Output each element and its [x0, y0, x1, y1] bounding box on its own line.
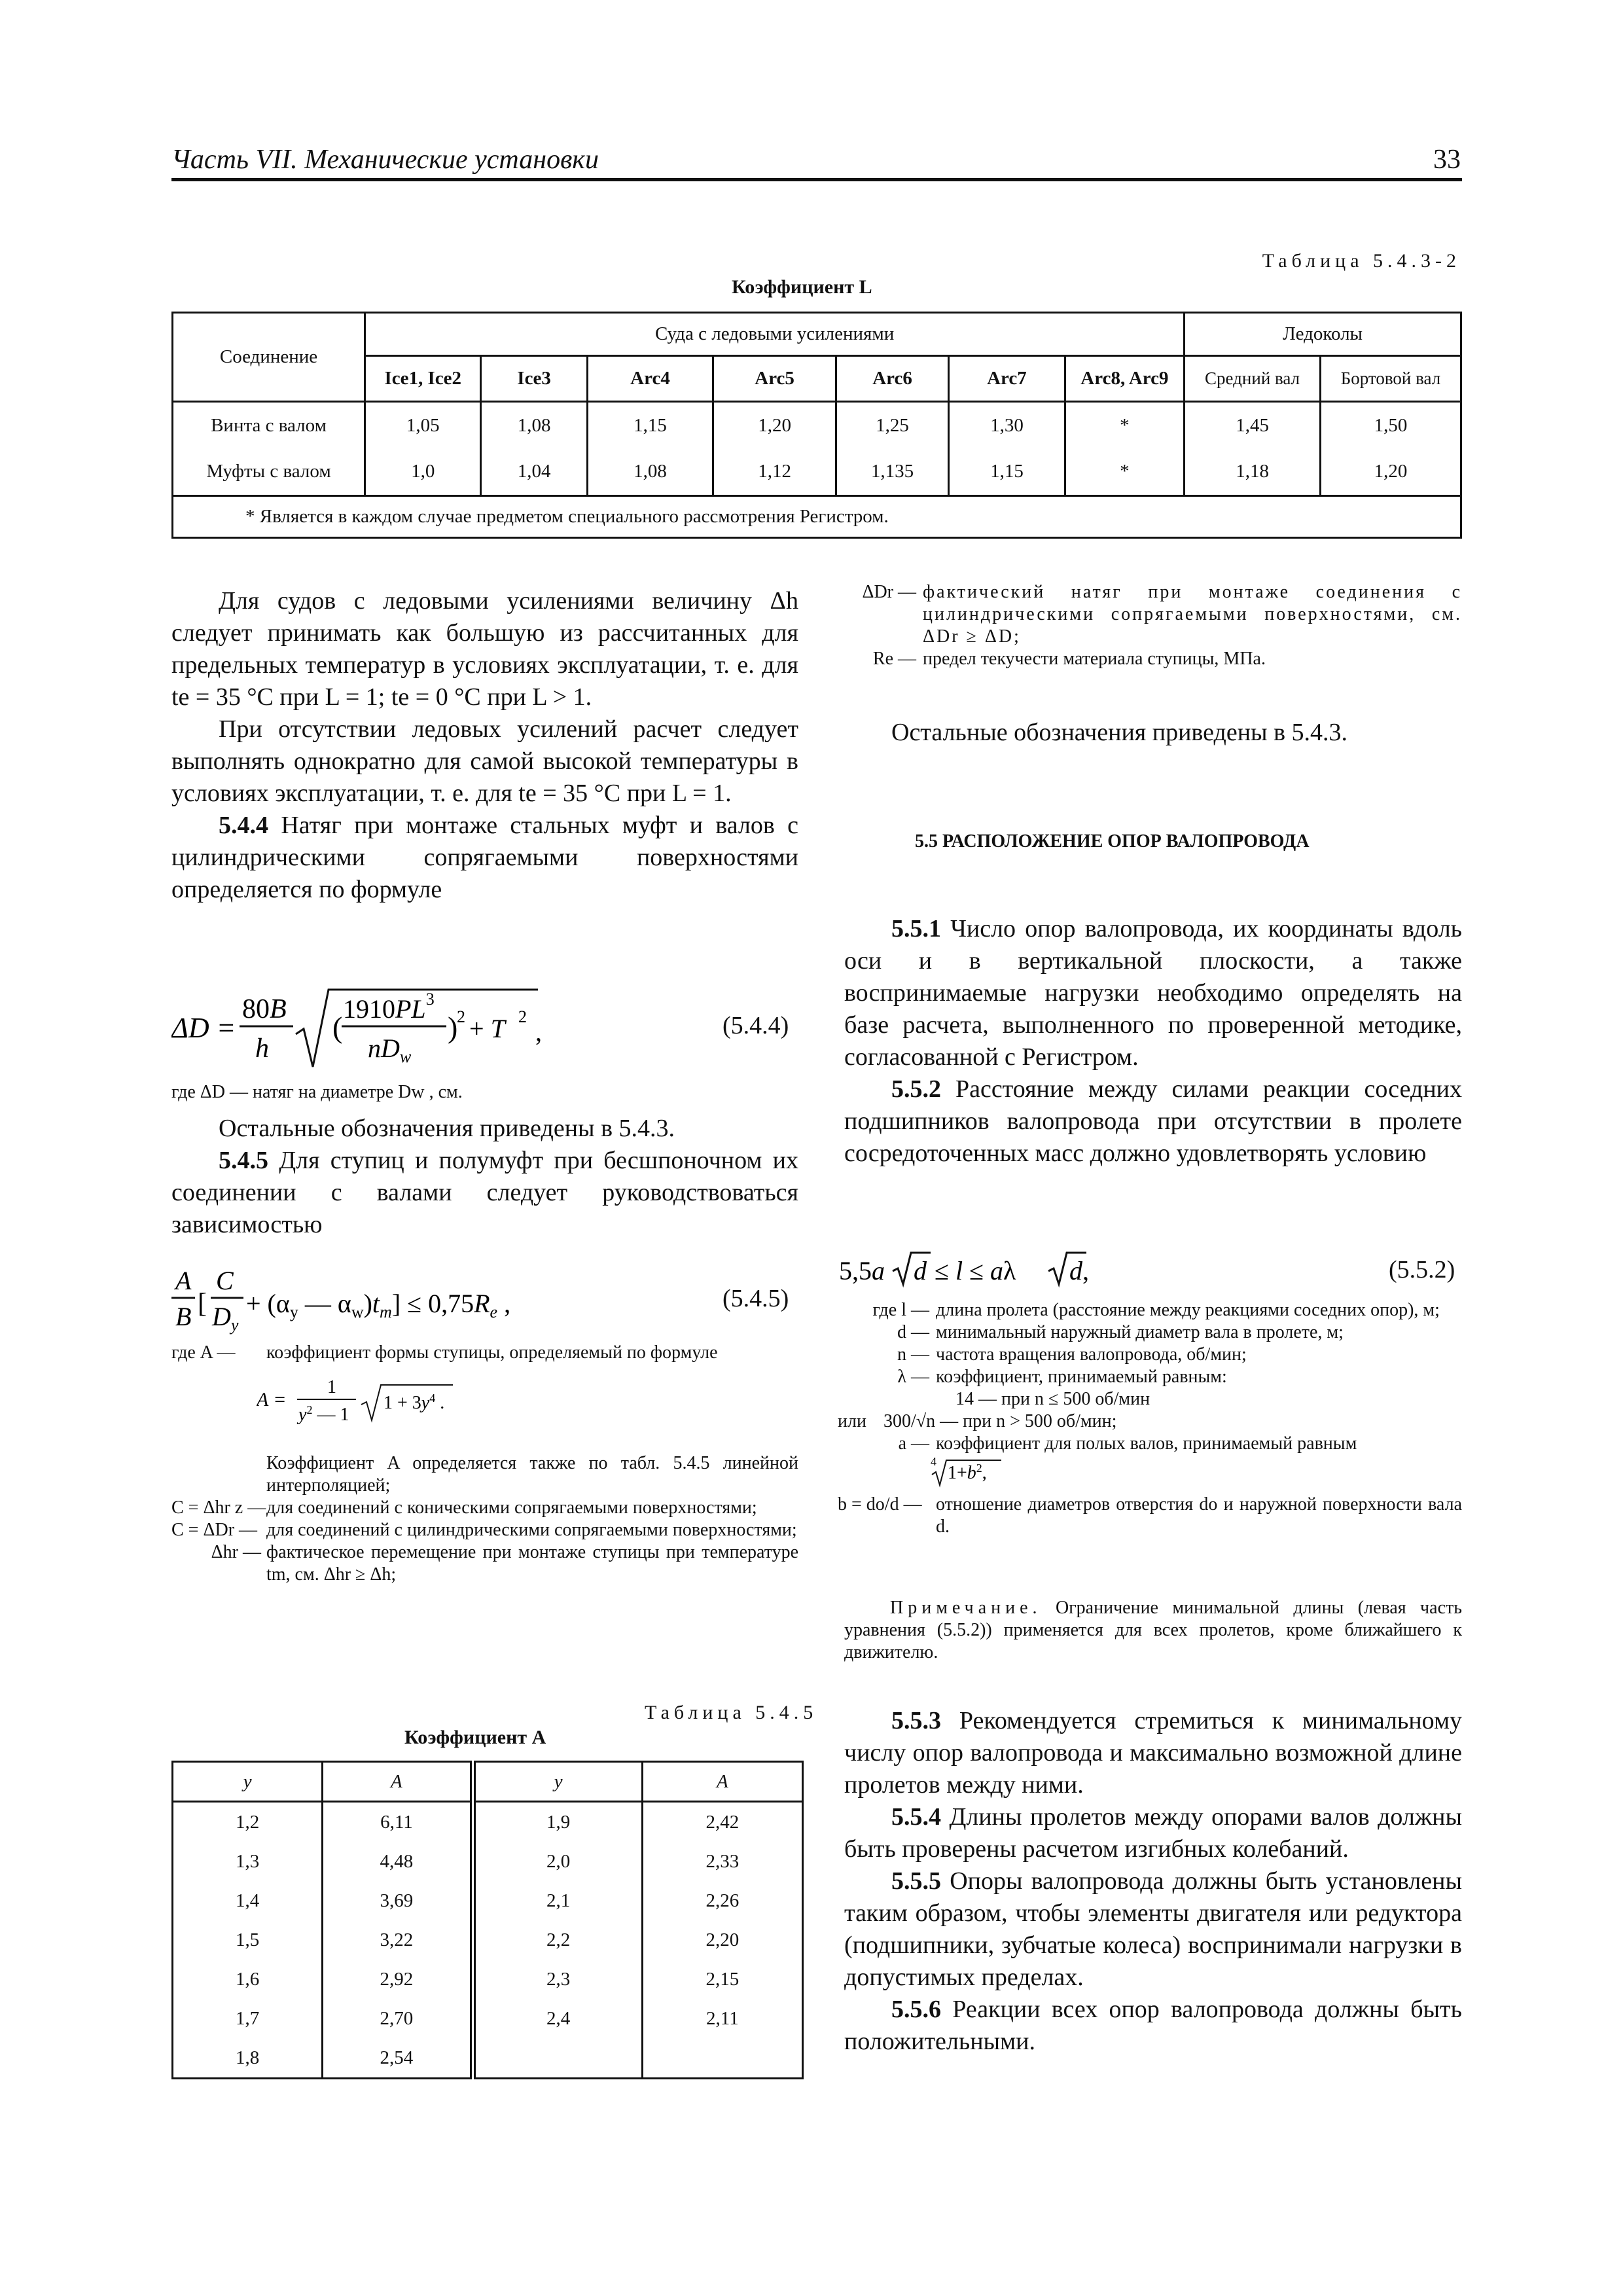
definitions-5-5-2 [838, 1299, 1462, 1538]
definitions-5-4-5 [171, 1342, 798, 1586]
table-cell: 1,4 [173, 1881, 323, 1920]
table-cell: 2,4 [473, 1999, 642, 2038]
svg-text:d,: d, [1069, 1256, 1089, 1285]
paragraph: 5.5.6 Реакции всех опор валопровода должны быть положительными. [844, 1996, 1462, 2055]
clause-number: 5.5.1 [891, 915, 941, 942]
table2-label: Таблица 5.4.5 [645, 1702, 818, 1723]
table-cell: 2,15 [642, 1960, 802, 1999]
svg-text:nDw: $nD_w$ [368, 1033, 412, 1066]
definition-item: d — минимальный наружный диаметр вала в пролете, м; [897, 1322, 1344, 1342]
table-cell: 2,92 [323, 1960, 473, 1999]
table-cell: 2,0 [473, 1842, 642, 1881]
table-cell: 1,08 [481, 402, 587, 449]
coefficient-l-table [171, 312, 1462, 539]
definition-item: C = Δhr z — для соединений с коническими сопрягаемыми поверхностями; [171, 1498, 757, 1518]
equation-number: (5.5.2) [1389, 1256, 1455, 1283]
class-header: Ice1, Ice2 [365, 356, 481, 402]
definition-item: a — коэффициент для полых валов, принимаемый равным [898, 1433, 1357, 1454]
column-header: A [323, 1762, 473, 1802]
row-label: Винта с валом [173, 402, 365, 449]
definition-item: где l — длина пролета (расстояние между реакциями соседних опор), м; [872, 1300, 1440, 1320]
svg-text:1910PL3: $1910PL^3$ [343, 990, 435, 1024]
svg-text:B: B [175, 1302, 192, 1331]
note-block [844, 1597, 1462, 1664]
svg-text:80B: 80B [242, 994, 287, 1024]
paragraph: 5.5.4 Длины пролетов между опорами валов должны быть проверены расчетом изгибных колебаний. [844, 1803, 1463, 1863]
table-cell: 1,05 [365, 402, 481, 449]
svg-text:h: h [255, 1033, 269, 1064]
column-header: A [642, 1762, 802, 1802]
clause-number: 5.5.5 [891, 1867, 941, 1895]
table-cell: 2,3 [473, 1960, 642, 1999]
clause-number: 5.5.3 [891, 1707, 941, 1734]
table-cell: 4,48 [323, 1842, 473, 1881]
table-cell: 1,6 [173, 1960, 323, 1999]
table-cell: 1,15 [949, 449, 1065, 496]
definitions-right-top [844, 581, 1462, 670]
definition-item: где A — коэффициент формы ступицы, определяемый по формуле [171, 1342, 718, 1363]
table2-title: Коэффициент A [404, 1727, 546, 1748]
paragraph: 5.5.2 Расстояние между силами реакции соседних подшипников валопровода при отсутствии в пролете сосредоточенных масс должно удовлетворять условию [844, 1075, 1462, 1167]
table-cell: 6,11 [323, 1802, 473, 1842]
svg-text:d: d [914, 1256, 927, 1285]
svg-text:2: 2 [457, 1007, 465, 1026]
table-cell: * [1065, 449, 1185, 496]
paragraph: 5.5.1 Число опор валопровода, их координаты вдоль оси и в вертикальной плоскости, а также воспринимаемые нагрузки необходимо определять на базе расчета, выполненного по проверенной методике, согласованной с Регистром. [844, 915, 1463, 1071]
table-cell: 1,45 [1185, 402, 1321, 449]
table-cell: 3,22 [323, 1920, 473, 1960]
paragraph: Остальные обозначения приведены в 5.4.3. [219, 1115, 675, 1142]
ice-group-header: Суда с ледовыми усилениями [365, 313, 1185, 356]
definition-item: C = ΔDr — для соединений с цилиндрическими сопрягаемыми поверхностями; [171, 1520, 797, 1540]
formula-5-4-4 [171, 982, 551, 1080]
right-column-end [844, 1705, 1462, 2058]
table-cell: 1,3 [173, 1842, 323, 1881]
table-row [173, 1802, 803, 1842]
definition-item: n — частота вращения валопровода, об/мин; [897, 1344, 1247, 1365]
svg-text:): ) [448, 1011, 458, 1044]
icebreaker-group-header: Ледоколы [1185, 313, 1461, 356]
formula-a-coefficient [257, 1368, 518, 1433]
column-header: y [173, 1762, 323, 1802]
col-joint-header: Соединение [173, 313, 365, 402]
table-cell: 1,30 [949, 402, 1065, 449]
table-cell: 1,50 [1321, 402, 1461, 449]
left-column-mid [171, 1113, 798, 1241]
svg-text:[: [ [198, 1289, 207, 1319]
table-cell: 2,2 [473, 1920, 642, 1960]
table-cell: 2,20 [642, 1920, 802, 1960]
table-cell: 1,135 [836, 449, 948, 496]
svg-text:1: 1 [327, 1377, 336, 1397]
class-header: Бортовой вал [1321, 356, 1461, 402]
class-header: Ice3 [481, 356, 587, 402]
table-cell: 1,2 [173, 1802, 323, 1842]
equation-number: (5.4.4) [722, 1012, 789, 1039]
definition-item: ΔDr — фактический натяг при монтаже соединения с цилиндрическими сопрягаемыми поверхностями, см. ΔDr ≥ ΔD; [862, 582, 1462, 647]
svg-text:C: C [216, 1266, 234, 1295]
table-row [173, 1842, 803, 1881]
clause-number: 5.5.6 [891, 1996, 941, 2023]
svg-text:A: A [175, 1266, 192, 1295]
table-cell: 1,5 [173, 1920, 323, 1960]
definition-item: Коэффициент A определяется также по табл. 5.4.5 линейной интерполяцией; [266, 1453, 798, 1496]
running-header-title: Часть VII. Механические установки [171, 145, 599, 175]
clause-number: 5.5.4 [891, 1803, 941, 1831]
right-column-sections [844, 913, 1462, 1170]
clause-number: 5.4.5 [219, 1147, 268, 1174]
table-cell [473, 2038, 642, 2079]
section-heading: 5.5 РАСПОЛОЖЕНИЕ ОПОР ВАЛОПРОВОДА [915, 831, 1310, 852]
paragraph: 5.4.5 Для ступиц и полумуфт при бесшпоночном их соединении с валами следует руководствоваться зависимостью [171, 1147, 799, 1238]
svg-text:y2 — 1: $y^2$ — 1 [298, 1403, 349, 1425]
clause-number: 5.5.2 [891, 1075, 941, 1103]
row-label: Муфты с валом [173, 449, 365, 496]
svg-text:2: 2 [518, 1007, 527, 1026]
svg-text:ΔD =: ΔD = [171, 1012, 236, 1044]
svg-text:≤ l ≤ aλ: ≤ l ≤ aλ [935, 1256, 1016, 1285]
table-cell: 2,26 [642, 1881, 802, 1920]
table-row [173, 1920, 803, 1960]
svg-text:(: ( [332, 1011, 343, 1044]
table-cell: 1,20 [713, 402, 836, 449]
paragraph: При отсутствии ледовых усилений расчет следует выполнять однократно для самой высокой температуры в условиях эксплуатации, т. е. для te = 35 °С при L = 1. [171, 715, 798, 807]
definition-item: b = do/d — отношение диаметров отверстия do и наружной поверхности вала d. [838, 1494, 1462, 1537]
column-header: y [473, 1762, 642, 1802]
clause-number: 5.4.4 [219, 812, 268, 839]
definition-item: λ — коэффициент, принимаемый равным: [897, 1367, 1227, 1387]
svg-text:Dy: $D_y$ [212, 1302, 239, 1335]
header-rule [171, 178, 1462, 181]
table-row [173, 2038, 803, 2079]
formula-5-5-2 [839, 1244, 1179, 1296]
table-cell: 2,70 [323, 1999, 473, 2038]
table-cell: 2,33 [642, 1842, 802, 1881]
table-cell: 1,12 [713, 449, 836, 496]
table-cell: 1,25 [836, 402, 948, 449]
paragraph-rest: Остальные обозначения приведены в 5.4.3. [891, 719, 1348, 746]
table-cell: 2,11 [642, 1999, 802, 2038]
formula-a-polyval [929, 1455, 1060, 1488]
paragraph: 5.4.4 Натяг при монтаже стальных муфт и валов с цилиндрическими сопрягаемыми поверхностями определяется по формуле [171, 812, 799, 903]
definition-item: Re — предел текучести материала ступицы, МПа. [872, 649, 1266, 669]
table-cell: 1,8 [173, 2038, 323, 2079]
table-cell: 1,04 [481, 449, 587, 496]
table1-title: Коэффициент L [732, 276, 872, 298]
svg-text:A =: A = [257, 1389, 287, 1410]
class-header: Arc4 [587, 356, 713, 402]
formula-5-4-5 [171, 1260, 577, 1338]
definition-item: Δhr — фактическое перемещение при монтаже ступицы при температуре tm, см. Δhr ≥ Δh; [211, 1542, 798, 1585]
table1-label: Таблица 5.4.3-2 [1262, 250, 1461, 272]
coefficient-a-table [171, 1761, 804, 2079]
table-row [173, 1999, 803, 2038]
class-header: Средний вал [1185, 356, 1321, 402]
class-header: Arc8, Arc9 [1065, 356, 1185, 402]
table-cell: 1,9 [473, 1802, 642, 1842]
svg-text:4: 4 [931, 1455, 936, 1468]
table1-footnote: * Является в каждом случае предметом специального рассмотрения Регистром. [173, 496, 1461, 538]
table-cell: 1,7 [173, 1999, 323, 2038]
table-cell: 1,0 [365, 449, 481, 496]
paragraph: Для судов с ледовыми усилениями величину Δh следует принимать как большую из рассчитанных для предельных температур в условиях эксплуатации, т. е. для te = 35 °С при L = 1; te = 0 °С при L > 1. [171, 587, 798, 711]
table-cell: * [1065, 402, 1185, 449]
table-cell: 1,08 [587, 449, 713, 496]
definition-item: 14 — при n ≤ 500 об/мин [955, 1389, 1150, 1409]
table-cell: 2,42 [642, 1802, 802, 1842]
table-cell: 2,1 [473, 1881, 642, 1920]
where-clause: где ΔD — натяг на диаметре Dw , см. [171, 1082, 463, 1102]
table-cell: 1,18 [1185, 449, 1321, 496]
table-row [173, 1881, 803, 1920]
svg-text:+ T: + T [469, 1014, 505, 1043]
svg-text:,: , [535, 1017, 542, 1047]
page-number: 33 [1433, 145, 1461, 175]
table-cell [642, 2038, 802, 2079]
table-cell: 1,20 [1321, 449, 1461, 496]
paragraph: 5.5.5 Опоры валопровода должны быть установлены таким образом, чтобы элементы двигателя или редуктора (подшипники, зубчатые колеса) воспринимали нагрузки в допустимых пределах. [844, 1867, 1462, 1991]
table-cell: 1,15 [587, 402, 713, 449]
left-column-intro [171, 585, 798, 906]
svg-text:1 + 3y4 .: $1 + 3y^4$ . [383, 1391, 445, 1413]
table-cell: 2,54 [323, 2038, 473, 2079]
note-label: Примечание. [890, 1598, 1042, 1618]
note-text: Ограничение минимальной длины (левая часть уравнения (5.5.2)) применяется для всех пролетов, кроме ближайшего к движителю. [844, 1598, 1462, 1662]
svg-text:+ (αy — αw)tm] ≤ 0,75Re ,: + ($\alpha_y$ — $\alpha_w)t_m] \le 0,75R_e$ , [246, 1289, 511, 1321]
class-header: Arc5 [713, 356, 836, 402]
class-header: Arc6 [836, 356, 948, 402]
svg-text:5,5a: 5,5a [839, 1256, 885, 1285]
definition-item: или 300/√n — при n > 500 об/мин; [838, 1411, 1117, 1431]
table-row [173, 1960, 803, 1999]
table-cell: 3,69 [323, 1881, 473, 1920]
equation-number: (5.4.5) [722, 1285, 789, 1312]
svg-text:1+b2,: $1+b^2$, [948, 1462, 987, 1483]
paragraph: 5.5.3 Рекомендуется стремиться к минимальному числу опор валопровода и максимально возможной длине пролетов между ними. [844, 1707, 1463, 1799]
class-header: Arc7 [949, 356, 1065, 402]
